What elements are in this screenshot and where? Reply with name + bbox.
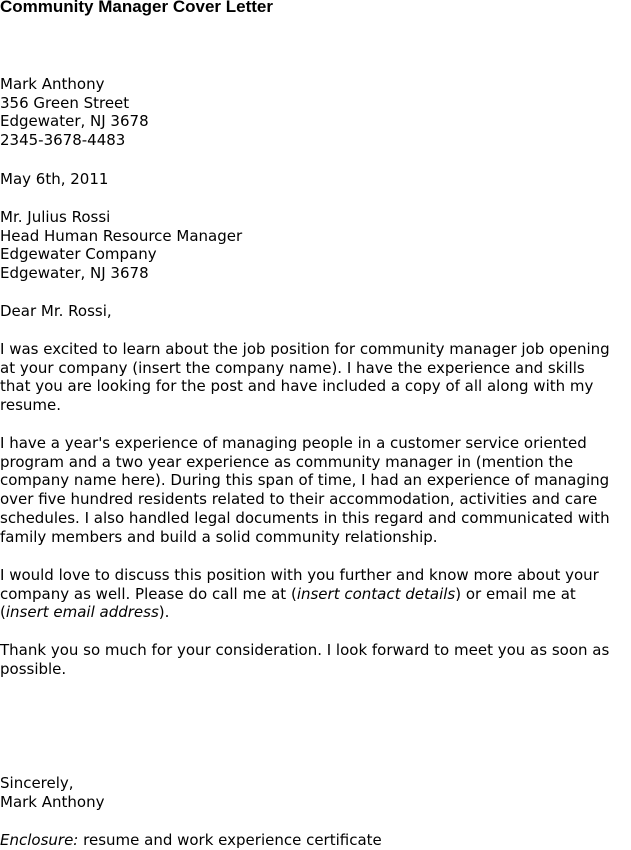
paragraph-line: that you are looking for the post and have included a copy of all along with my bbox=[0, 377, 594, 396]
closing: Sincerely, bbox=[0, 774, 74, 792]
recipient-name: Mr. Julius Rossi bbox=[0, 208, 111, 226]
text-segment: company as well. Please do call me at ( bbox=[0, 584, 297, 603]
text-segment: ( bbox=[0, 603, 6, 622]
paragraph-2 bbox=[0, 434, 631, 546]
signature-name: Mark Anthony bbox=[0, 792, 105, 811]
paragraph-line: Thank you so much for your consideration. I look forward to meet you as soon as bbox=[0, 641, 610, 659]
paragraph-line: possible. bbox=[0, 659, 67, 678]
recipient-company: Edgewater Company bbox=[0, 245, 157, 264]
letter-date: May 6th, 2011 bbox=[0, 170, 109, 188]
paragraph-line: I was excited to learn about the job position for community manager job opening bbox=[0, 340, 610, 358]
recipient-city: Edgewater, NJ 3678 bbox=[0, 264, 149, 283]
document-title: Community Manager Cover Letter bbox=[0, 0, 273, 16]
enclosure-label: Enclosure: bbox=[0, 831, 79, 849]
text-segment: ). bbox=[158, 603, 170, 622]
paragraph-line: schedules. I also handled legal documents in this regard and communicated with bbox=[0, 508, 610, 527]
paragraph-line: company name here). During this span of time, I had an experience of managing bbox=[0, 471, 610, 490]
recipient-address bbox=[0, 208, 631, 283]
paragraph-line: resume. bbox=[0, 396, 61, 415]
letter-date-block bbox=[0, 170, 631, 189]
enclosure-block bbox=[0, 831, 631, 850]
paragraph-line: at your company (insert the company name). I have the experience and skills bbox=[0, 358, 585, 377]
paragraph-line: over five hundred residents related to their accommodation, activities and care bbox=[0, 490, 598, 509]
closing-block bbox=[0, 774, 631, 811]
paragraph-line: program and a two year experience as community manager in (mention the bbox=[0, 452, 574, 471]
sender-street: 356 Green Street bbox=[0, 93, 130, 112]
recipient-title: Head Human Resource Manager bbox=[0, 226, 243, 245]
sender-address bbox=[0, 75, 631, 150]
paragraph-line bbox=[0, 603, 631, 622]
sender-city: Edgewater, NJ 3678 bbox=[0, 112, 149, 131]
paragraph-line: family members and build a solid community relationship. bbox=[0, 527, 438, 546]
sender-name: Mark Anthony bbox=[0, 75, 105, 93]
enclosure-text: resume and work experience certificate bbox=[78, 831, 382, 849]
paragraph-3 bbox=[0, 566, 631, 622]
text-segment: ) or email me at bbox=[455, 584, 576, 603]
enclosure-line bbox=[0, 831, 631, 850]
paragraph-line bbox=[0, 585, 631, 604]
salutation-block bbox=[0, 302, 631, 321]
sender-phone: 2345-3678-4483 bbox=[0, 131, 126, 150]
paragraph-line: I would love to discuss this position with you further and know more about your bbox=[0, 566, 599, 584]
paragraph-line: I have a year's experience of managing people in a customer service oriented bbox=[0, 434, 587, 452]
placeholder-email-address: insert email address bbox=[5, 603, 159, 622]
paragraph-4 bbox=[0, 641, 631, 678]
placeholder-contact-details: insert contact details bbox=[296, 584, 456, 603]
salutation: Dear Mr. Rossi, bbox=[0, 302, 112, 320]
paragraph-1 bbox=[0, 340, 631, 415]
